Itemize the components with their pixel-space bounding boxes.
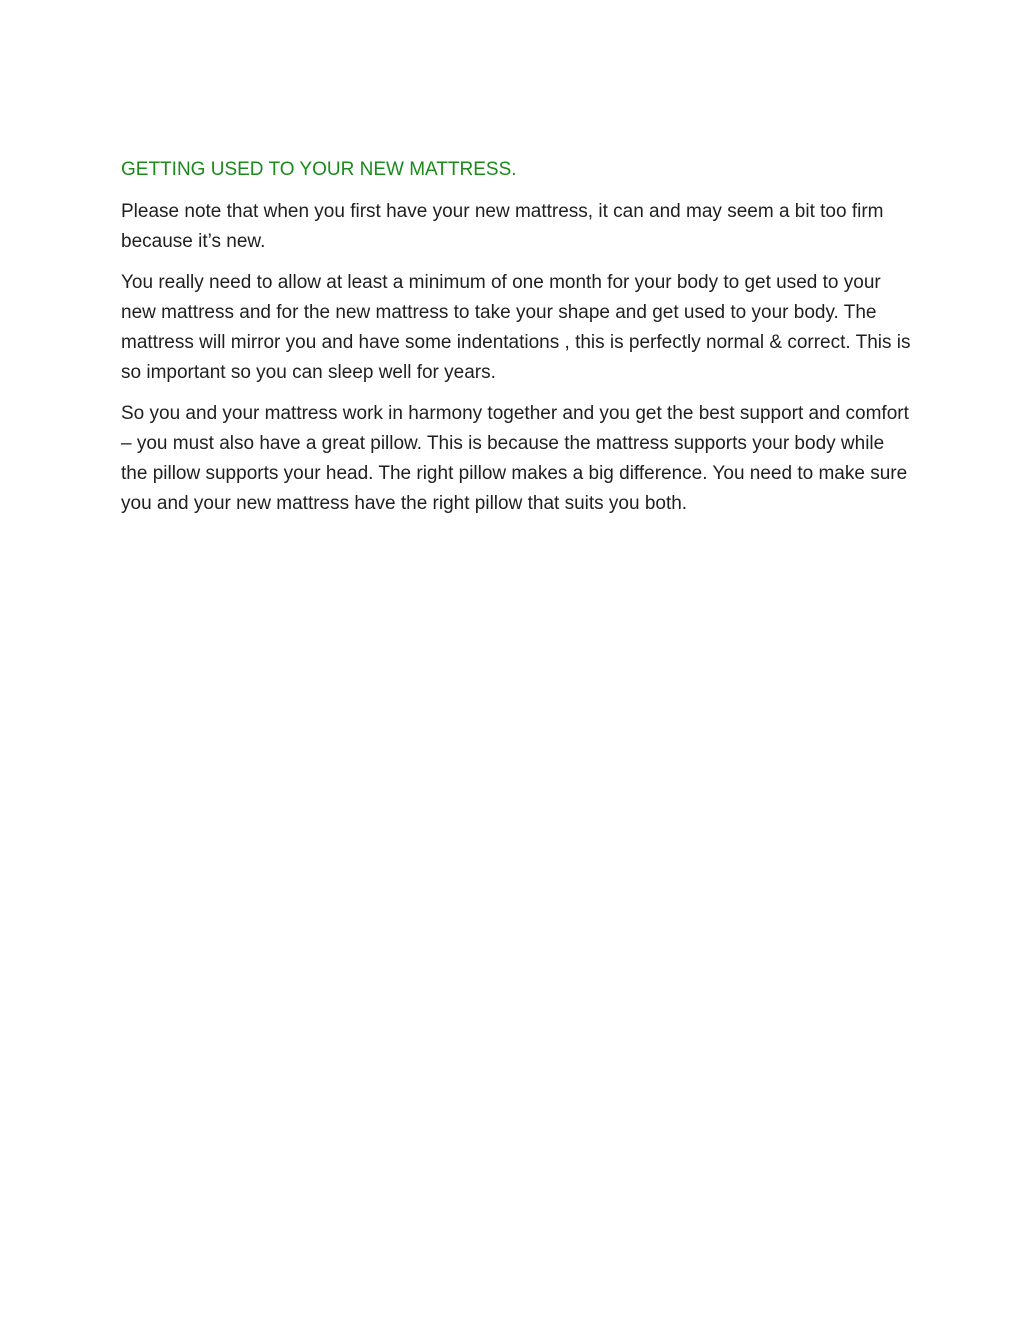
- paragraph-intro: Please note that when you first have your new mattress, it can and may seem a bit too firm because it’s new.: [121, 201, 884, 252]
- document-heading: GETTING USED TO YOUR NEW MATTRESS.: [121, 159, 517, 180]
- paragraph-adjustment-period: You really need to allow at least a minimum of one month for your body to get used to your new mattress and for the new mattress to take your shape and get used to your body. The mattress will mirror you and have some indentations , this is perfectly normal & correct. This is so important so you can sleep well for years.: [121, 272, 911, 383]
- document-body: [121, 155, 911, 530]
- paragraph-pillow-advice: So you and your mattress work in harmony together and you get the best support and comfort – you must also have a great pillow. This is because the mattress supports your body while the pillow supports your head. The right pillow makes a big difference. You need to make sure you and your new mattress have the right pillow that suits you both.: [121, 403, 909, 514]
